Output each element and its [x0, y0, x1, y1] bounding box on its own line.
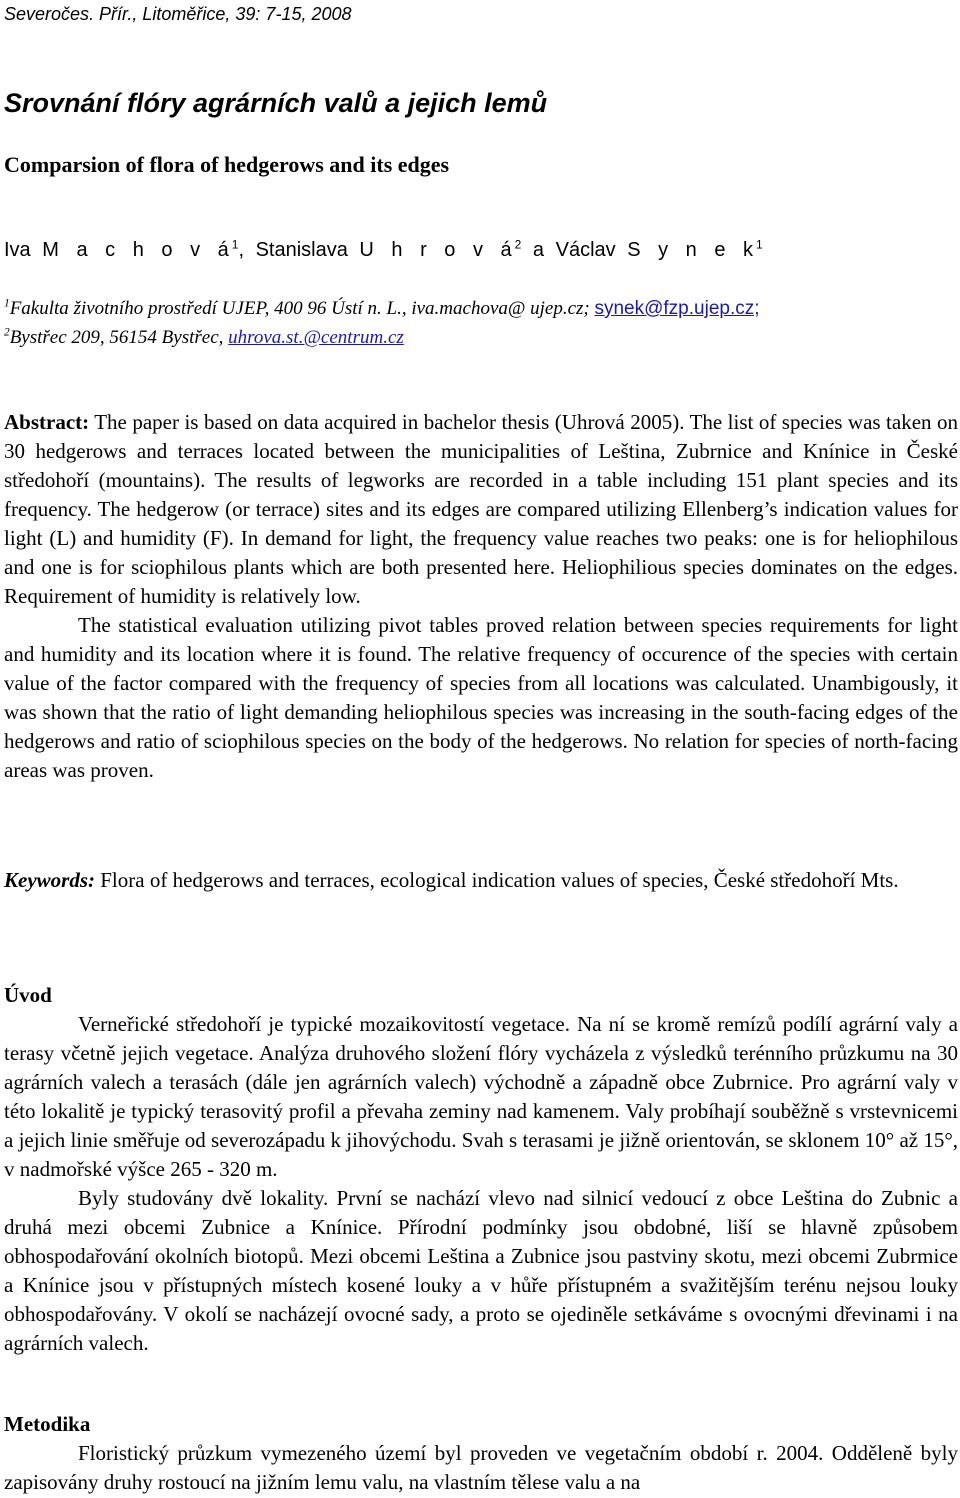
author-3-last-name: S y n e k [627, 239, 757, 261]
abstract-paragraph-1 [4, 408, 958, 611]
affiliation-2 [4, 323, 958, 352]
author-2-affiliation-mark: 2 [514, 237, 522, 252]
affiliation-2-text: Bystřec 209, 56154 Bystřec, [9, 327, 224, 348]
abstract-label: Abstract: [4, 410, 90, 434]
keywords-text: Flora of hedgerows and terraces, ecological indication values of species, České středohoří Mts. [100, 868, 899, 892]
title-english: Comparsion of flora of hedgerows and its edges [4, 152, 450, 177]
journal-citation: Severočes. Přír., Litoměřice, 39: 7-15, 2008 [4, 4, 352, 24]
author-separator: , [238, 239, 244, 261]
author-1-first-name: Iva [4, 239, 31, 261]
abstract-text-1: The paper is based on data acquired in bachelor thesis (Uhrová 2005). The list of species was taken on 30 hedgerows and terraces located between the municipalities of Leština, Zubrnice and Knínice in České středohoří (mountains). The results of legworks are recorded in a table including 151 plant species and its frequency. The hedgerow (or terrace) sites and its edges are compared utilizing Ellenberg’s indication values for light (L) and humidity (F). In demand for light, the frequency value reaches two peaks: one is for heliophilous and one is for sciophilous plants which are both presented here. Heliophilious species dominates on the edges. Requirement of humidity is relatively low. [4, 410, 958, 608]
author-list [4, 235, 958, 265]
author-2-first-name: Stanislava [255, 239, 348, 261]
author-3-first-name: Václav [555, 239, 616, 261]
email-link-synek[interactable]: synek@fzp.ujep.cz; [594, 298, 760, 319]
abstract-section [4, 408, 958, 785]
section-heading-metodika: Metodika [4, 1412, 91, 1436]
keywords-section [4, 866, 958, 895]
keywords-label: Keywords: [4, 868, 95, 892]
uvod-paragraph-2: Byly studovány dvě lokality. První se nachází vlevo nad silnicí vedoucí z obce Leština do Zubnic a druhá mezi obcemi Zubnice a Knínice. Přírodní podmínky jsou obdobné, liší se hlavně způsobem obhospodařování okolních biotopů. Mezi obcemi Leština a Zubnice jsou pastviny skotu, mezi obcemi Zubrmice a Knínice jsou v přístupných místech kosené louky a v hůře přístupném a svažitějším terénu nejsou louky obhospodařovány. V okolí se nacházejí ovocné sady, a proto se ojediněle setkáváme s ovocnými dřevinami i na agrárních valech. [4, 1186, 958, 1355]
affiliation-2-mark: 2 [4, 326, 10, 339]
email-link-uhrova[interactable]: uhrova.st.@centrum.cz [228, 327, 404, 348]
section-metodika [4, 1410, 958, 1497]
section-heading-uvod: Úvod [4, 983, 52, 1007]
affiliation-1 [4, 294, 958, 323]
author-3-affiliation-mark: 1 [756, 237, 763, 252]
affiliation-1-mark: 1 [4, 297, 10, 310]
section-uvod [4, 981, 958, 1358]
affiliation-1-text: Fakulta životního prostředí UJEP, 400 96 Ústí n. L., iva.machova@ ujep.cz; [9, 298, 590, 319]
affiliations [4, 294, 958, 352]
title-czech: Srovnání flóry agrárních valů a jejich lemů [4, 88, 548, 118]
author-conjunction: a [532, 239, 545, 261]
metodika-paragraph-1: Floristický průzkum vymezeného území byl proveden ve vegetačním období r. 2004. Odděleně byly zapisovány druhy rostoucí na jižním lemu valu, na vlastním tělese valu a na [4, 1441, 958, 1494]
author-1-last-name: M a c h o v á [42, 239, 232, 261]
uvod-paragraph-1: Verneřické středohoří je typické mozaikovitostí vegetace. Na ní se kromě remízů podílí agrární valy a terasy včetně jejich vegetace. Analýza druhového složení flóry vycházela z výsledků terénního průzkumu na 30 agrárních valech a terasách (dále jen agrárních valech) východně a západně obce Zubrnice. Pro agrární valy v této lokalitě je typický terasovitý profil a převaha zeminy nad kamenem. Valy probíhají souběžně s vrstevnicemi a jejich linie směřuje od severozápadu k jihovýchodu. Svah s terasami je jižně orientován, se sklonem 10° až 15°, v nadmořské výšce 265 - 320 m. [4, 1012, 958, 1181]
author-1-affiliation-mark: 1 [231, 237, 239, 252]
author-2-last-name: U h r o v á [359, 239, 515, 261]
abstract-paragraph-2: The statistical evaluation utilizing pivot tables proved relation between species requirements for light and humidity and its location where it is found. The relative frequency of occurence of the species with certain value of the factor compared with the frequency of species from all locations was calculated. Unambigously, it was shown that the ratio of light demanding heliophilous species was increasing in the south-facing edges of the hedgerows and ratio of sciophilous species on the body of the hedgerows. No relation for species of north-facing areas was proven. [4, 613, 958, 782]
